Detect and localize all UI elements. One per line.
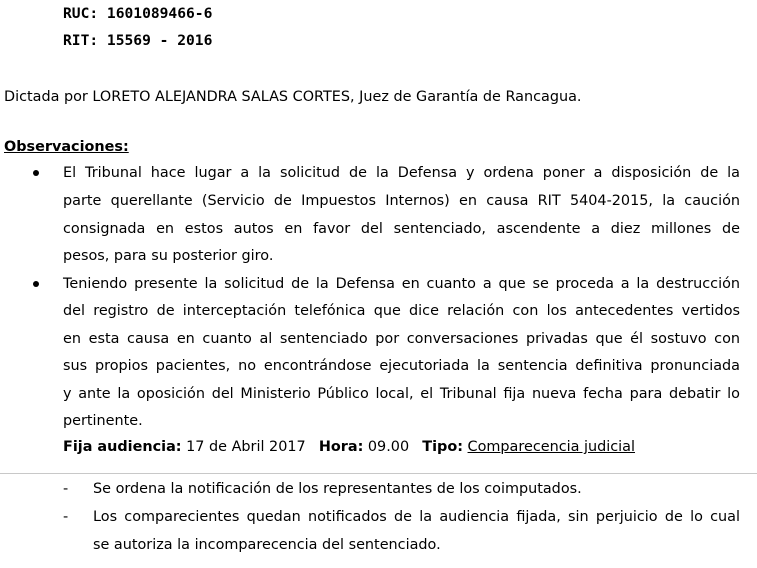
dash-item-1: Se ordena la notificación de los representantes de los coimputados. (93, 481, 582, 497)
obs1-line2: parte querellante (Servicio de Impuestos Internos) en causa RIT 5404-2015, la caución (63, 193, 740, 209)
dash-item-2-line2: se autoriza la incomparecencia del sentenciado. (93, 537, 441, 553)
dictada-line: Dictada por LORETO ALEJANDRA SALAS CORTES, Juez de Garantía de Rancagua. (4, 89, 582, 105)
ruc-number: RUC: 1601089466-6 (63, 5, 213, 22)
obs2-line2: del registro de interceptación telefónica que dice relación con los antecedentes vertidos (63, 303, 740, 319)
bullet-icon (33, 281, 39, 287)
fija-audiencia-label: Fija audiencia: (63, 439, 182, 455)
dash-icon: - (63, 481, 69, 497)
audiencia-tipo: Comparecencia judicial (467, 439, 635, 455)
audiencia-line (63, 438, 635, 456)
obs2-line3: en esta causa en cuanto al sentenciado por conversaciones privadas que él sostuvo con (63, 331, 740, 347)
dash-icon: - (63, 509, 69, 525)
obs1-line1: El Tribunal hace lugar a la solicitud de la Defensa y ordena poner a disposición de la (63, 165, 740, 181)
section-divider (0, 473, 757, 474)
hora-label: Hora: (318, 439, 364, 455)
tipo-label: Tipo: (422, 439, 463, 455)
audiencia-hora: 09.00 (367, 439, 410, 455)
bullet-icon (33, 170, 39, 176)
observaciones-title: Observaciones: (4, 139, 129, 155)
obs2-line6: pertinente. (63, 413, 143, 429)
obs1-line4: pesos, para su posterior giro. (63, 248, 274, 264)
rit-number: RIT: 15569 - 2016 (63, 32, 213, 49)
obs2-line4: sus propios pacientes, no encontrándose ejecutoriada la sentencia definitiva pronunciada (63, 358, 740, 374)
obs2-line1: Teniendo presente la solicitud de la Defensa en cuanto a que se proceda a la destrucción (63, 276, 740, 292)
obs1-line3: consignada en estos autos en favor del sentenciado, ascendente a diez millones de (63, 221, 740, 237)
dash-item-2-line1: Los comparecientes quedan notificados de la audiencia fijada, sin perjuicio de lo cual (93, 509, 740, 525)
obs2-line5: y ante la oposición del Ministerio Público local, el Tribunal fija nueva fecha para debatir lo (63, 386, 740, 402)
audiencia-fecha: 17 de Abril 2017 (186, 439, 306, 455)
